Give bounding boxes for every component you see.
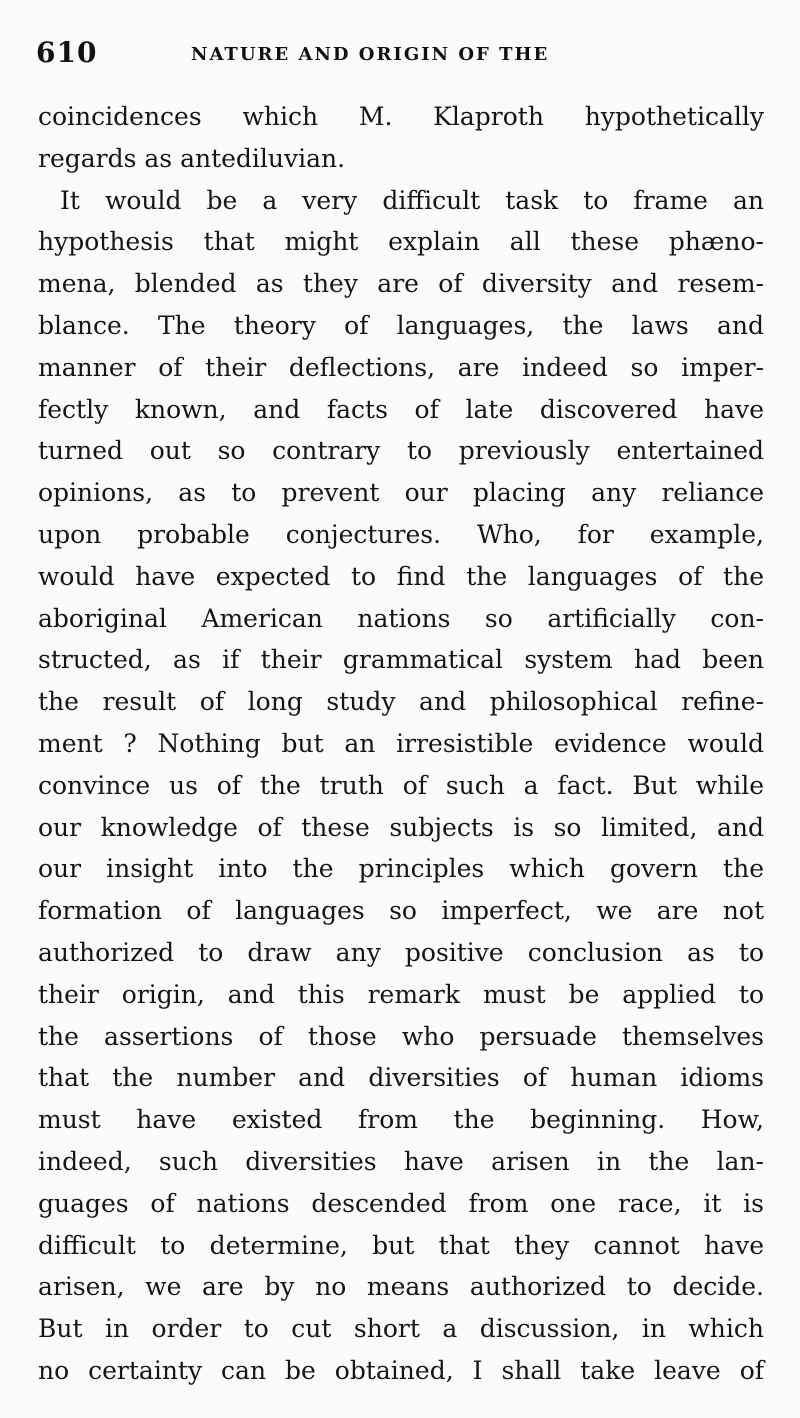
text-line: guages of nations descended from one race, it is [38,1188,764,1218]
text-line: our insight into the principles which govern the [38,854,764,884]
text-line: difficult to determine, but that they cannot have [38,1230,764,1260]
text-line: coincidences which M. Klaproth hypothetically [38,102,764,131]
text-line: fectly known, and facts of late discovered have [38,394,764,424]
text-line: would have expected to find the languages of the [38,561,764,591]
page-number: 610 [36,36,98,69]
text-line: that the number and diversities of human idioms [38,1063,764,1093]
text-line: no certainty can be obtained, I shall take leave of [38,1355,764,1385]
text-line: But in order to cut short a discussion, in which [38,1314,764,1344]
page-header [36,36,776,72]
text-line: indeed, such diversities have arisen in the lan- [38,1146,764,1176]
text-line: blance. The theory of languages, the laws and [38,310,764,340]
text-line: It would be a very difficult task to frame an [60,185,764,215]
text-line: manner of their deflections, are indeed so imper- [38,352,764,382]
running-head: NATURE AND ORIGIN OF THE [191,44,550,65]
text-line: mena, blended as they are of diversity and resem- [38,269,764,299]
text-line: opinions, as to prevent our placing any reliance [38,478,764,508]
text-line: structed, as if their grammatical system had been [38,645,764,675]
text-line: ment ? Nothing but an irresistible evidence would [38,728,764,758]
text-line: aboriginal American nations so artificially con- [38,603,764,633]
text-line: must have existed from the beginning. How, [38,1105,764,1135]
text-line: the assertions of those who persuade themselves [38,1021,764,1051]
text-line: regards as antediluvian. [38,143,346,173]
text-line: their origin, and this remark must be applied to [38,979,764,1009]
text-line: arisen, we are by no means authorized to decide. [38,1272,764,1302]
text-line: convince us of the truth of such a fact. But while [38,770,764,800]
text-line: formation of languages so imperfect, we are not [38,896,764,926]
text-line: the result of long study and philosophical refine- [38,687,764,717]
text-line: authorized to draw any positive conclusion as to [38,937,764,967]
text-line: upon probable conjectures. Who, for example, [38,519,764,549]
text-line: turned out so contrary to previously entertained [38,436,764,466]
body-text [38,96,764,1392]
text-line: our knowledge of these subjects is so limited, and [38,812,764,842]
text-line: hypothesis that might explain all these phæno- [38,227,764,257]
